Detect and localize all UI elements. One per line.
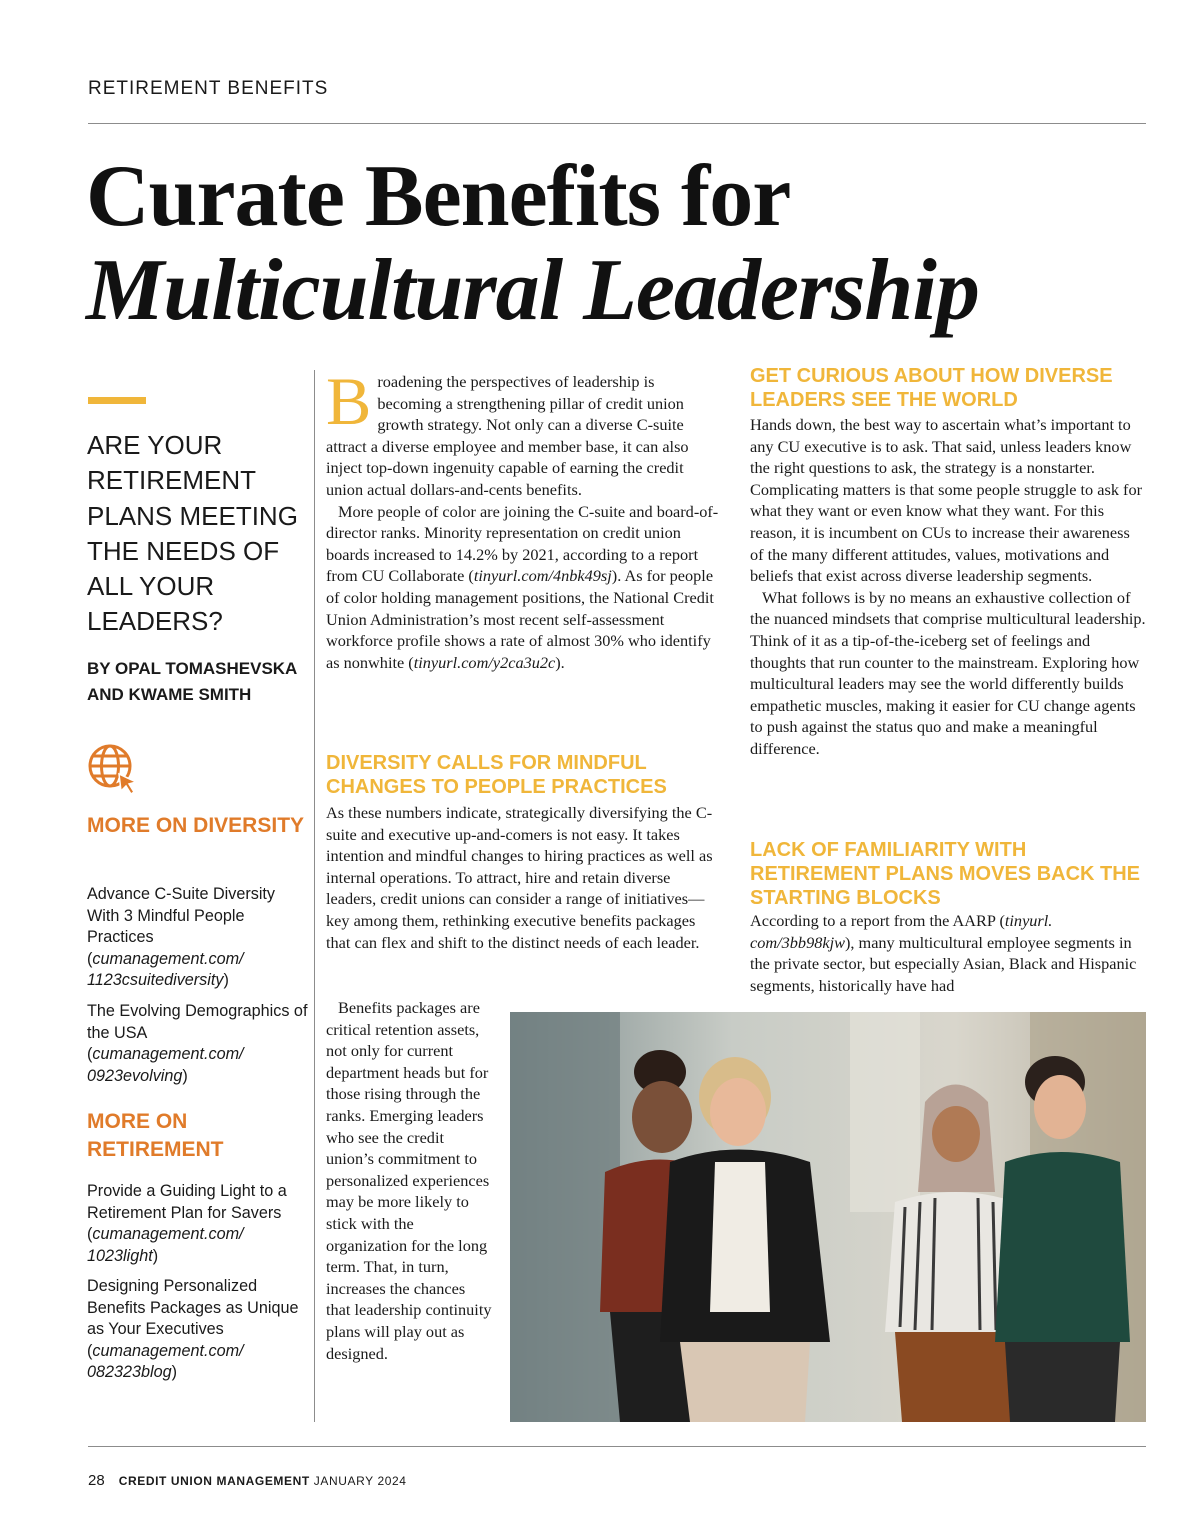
- right-column-text: [750, 414, 1146, 760]
- byline: BY OPAL TOMASHEVSKA AND KWAME SMITH: [87, 659, 297, 704]
- inline-link-url[interactable]: tinyurl.com/y2ca3u2c: [413, 652, 556, 672]
- paragraph-6-text: What follows is by no means an exhaustive collection of the nuanced mindsets that comprise multicultural leadership. Think of it as a tip-of-the-iceberg set of feelings and thoughts that run counter to the mainstream. Exploring how multicultural leaders may see the world differently builds empathetic muscles, making it easier for CU change agents to push against the status quo and make a meaningful difference.: [750, 587, 1146, 758]
- paragraph-7-text-a: According to a report from the AARP (: [750, 911, 1005, 930]
- link-title: Designing Personalized Benefits Packages as Unique as Your Executives: [87, 1277, 299, 1338]
- paragraph-7-text-b: ), many multicultural employee segments in the private sector, but especially Asian, Black and Hispanic segments, historically have had: [750, 932, 1137, 995]
- issue-date: JANUARY 2024: [313, 1474, 407, 1488]
- drop-cap: B: [326, 363, 372, 439]
- subhead-lack-of-familiarity: LACK OF FAMILIARITY WITH RETIREMENT PLANS MOVES BACK THE STARTING BLOCKS: [750, 839, 1141, 909]
- paragraph-1-text: roadening the perspectives of leadership is becoming a strengthening pillar of credit union growth strategy. Not only can a diverse C-suite attract a diverse employee and member base, it can also inject top-down ingenuity capable of earning the credit union actual dollars-and-cents benefits.: [326, 372, 689, 499]
- subhead-diversity-calls: DIVERSITY CALLS FOR MINDFUL CHANGES TO PEOPLE PRACTICES: [326, 752, 667, 798]
- title-line-2: Multicultural Leadership: [86, 242, 979, 339]
- paragraph-4-text: Benefits packages are critical retention assets, not only for current department heads but for those rising through the ranks. Emerging leaders who see the credit union’s commitment to personalized experiences may be more likely to stick with the organization for the long term. That, in turn, increases the chances that leadership continuity plans will play out as designed.: [326, 998, 492, 1363]
- accent-bar: [88, 397, 146, 404]
- paragraph-1: [326, 363, 722, 501]
- inline-link-url[interactable]: tinyurl.com/4nbk49sj: [473, 566, 612, 586]
- publication-name: CREDIT UNION MANAGEMENT: [118, 1474, 310, 1488]
- paragraph-2: [326, 501, 722, 674]
- page-number: 28: [88, 1472, 105, 1489]
- paragraph-2-text-c: ).: [555, 652, 565, 672]
- photo-four-women-laughing: [510, 1012, 1146, 1422]
- more-on-retirement-heading: MORE ON RETIREMENT: [87, 1110, 224, 1161]
- sidebar-link-evolving-demographics[interactable]: The Evolving Demographics of the USA (cumanagement.com/ 0923evolving): [87, 1002, 308, 1085]
- footer-rule: [88, 1446, 1146, 1447]
- more-on-diversity-heading: MORE ON DIVERSITY: [87, 814, 305, 837]
- paragraph-7: [750, 910, 1146, 996]
- globe-cursor-icon: [86, 742, 140, 796]
- article-intro: [326, 363, 722, 673]
- paragraph-4: [326, 997, 492, 1364]
- header-rule: [88, 123, 1146, 124]
- article-deck: ARE YOUR RETIREMENT PLANS MEETING THE NEEDS OF ALL YOUR LEADERS?: [87, 430, 298, 637]
- page-footer: [88, 1472, 407, 1489]
- inline-link-url[interactable]: tinyurl. com/3bb98kjw: [750, 911, 1053, 952]
- link-url: cumanagement.com/ 1123csuitediversity: [87, 949, 244, 989]
- title-line-1: Curate Benefits for: [86, 148, 791, 245]
- link-title: The Evolving Demographics of the USA: [87, 1002, 308, 1042]
- link-url: cumanagement.com/ 1023light: [87, 1225, 244, 1265]
- paragraph-2-text-b: ). As for people of color holding management positions, the National Credit Union Administration’s most recent self-assessment workforce profile shows a rate of almost 30% who identify as nonwhite (: [326, 566, 714, 672]
- sidebar-link-csuite-diversity[interactable]: Advance C-Suite Diversity With 3 Mindful People Practices (cumanagement.com/ 1123csuitediversity): [87, 885, 276, 989]
- article-title: [86, 150, 979, 338]
- column-divider: [314, 370, 315, 1422]
- sidebar-link-personalized-benefits[interactable]: Designing Personalized Benefits Packages as Unique as Your Executives (cumanagement.com/ 082323blog): [87, 1277, 299, 1381]
- link-title: Provide a Guiding Light to a Retirement Plan for Savers: [87, 1182, 287, 1222]
- link-url: cumanagement.com/ 0923evolving: [87, 1045, 244, 1085]
- section-label: RETIREMENT BENEFITS: [88, 78, 329, 99]
- paragraph-3: [326, 802, 720, 953]
- subhead-get-curious: GET CURIOUS ABOUT HOW DIVERSE LEADERS SEE THE WORLD: [750, 365, 1113, 411]
- paragraph-2-text-a: More people of color are joining the C-suite and board-of-director ranks. Minority representation on credit union boards increased to 14.2% by 2021, according to a report from CU Collaborate (: [326, 501, 719, 586]
- paragraph-7-text: [750, 910, 1146, 996]
- link-url: cumanagement.com/ 082323blog: [87, 1341, 244, 1381]
- link-title: Advance C-Suite Diversity With 3 Mindful People Practices: [87, 885, 276, 946]
- paragraph-5-text: Hands down, the best way to ascertain what’s important to any CU executive is to ask. That said, unless leaders know the right questions to ask, the strategy is a nonstarter. Complicating matters is that some people struggle to ask for what they want or even know what they want. For this reason, it is incumbent on CUs to increase their awareness of the many different attitudes, values, motivations and beliefs that exist across diverse leadership segments.: [750, 415, 1143, 586]
- paragraph-3-text: As these numbers indicate, strategically diversifying the C-suite and executive up-and-comers is not easy. It takes intention and mindful changes to hiring practices as well as internal operations. To attract, hire and retain diverse leaders, credit unions can consider a range of initiatives—key among them, rethinking executive benefits packages that can flex and shift to the distinct needs of each leader.: [326, 803, 713, 952]
- sidebar-link-guiding-light[interactable]: Provide a Guiding Light to a Retirement Plan for Savers (cumanagement.com/ 1023light): [87, 1182, 287, 1265]
